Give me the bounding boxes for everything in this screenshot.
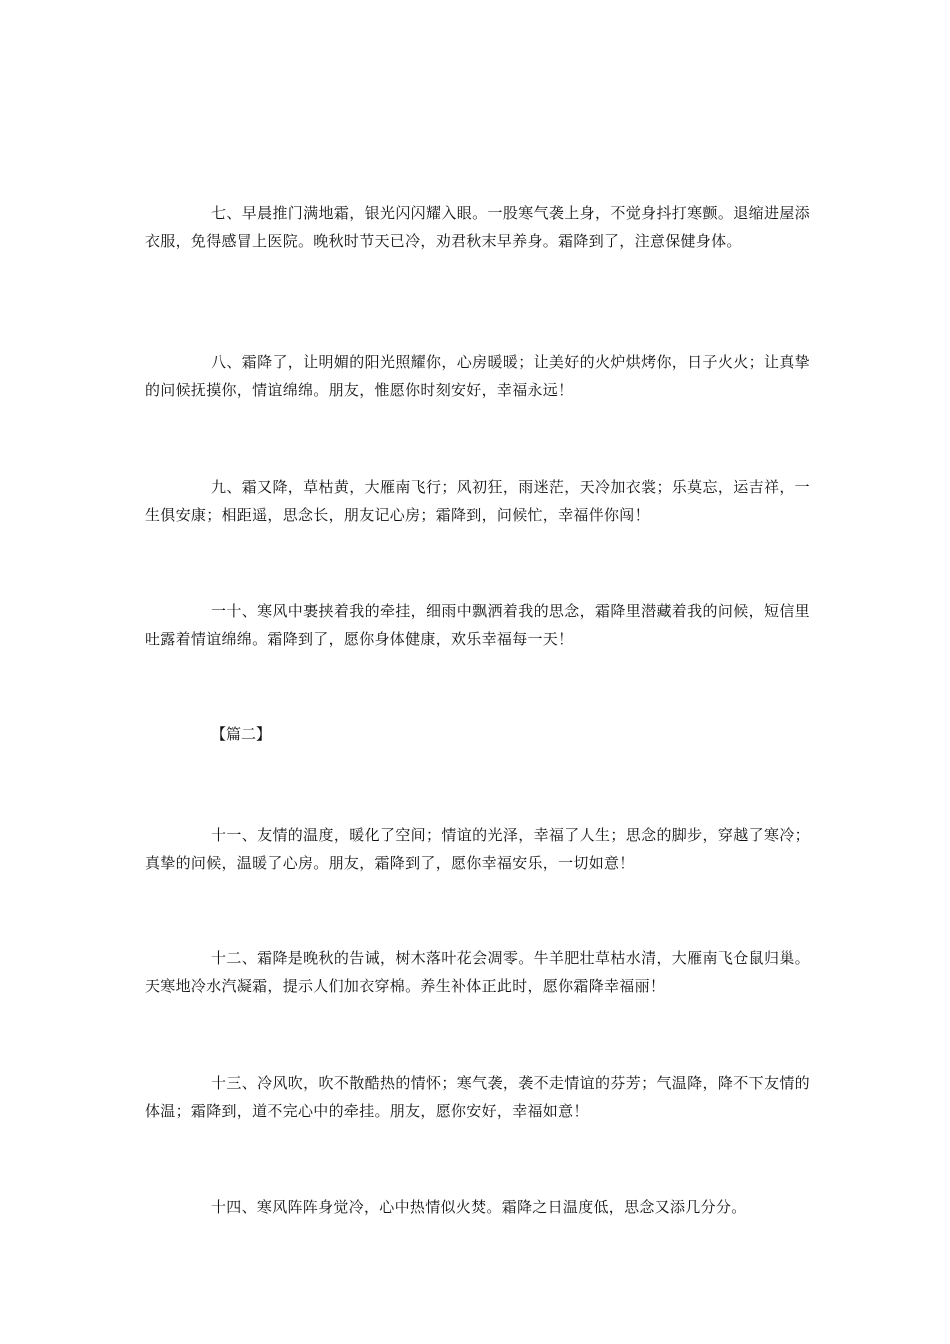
section-heading: 【篇二】	[211, 725, 272, 743]
paragraph-14: 十四、寒风阵阵身觉冷，心中热情似火焚。霜降之日温度低，思念又添几分分。	[211, 1198, 747, 1216]
paragraph-11: 十一、友情的温度，暖化了空间；情谊的光泽，幸福了人生；思念的脚步，穿越了寒冷；真挚的问候，温暖了心房。朋友，霜降到了，愿你幸福安乐，一切如意！	[145, 826, 810, 872]
paragraph-8: 八、霜降了，让明媚的阳光照耀你，心房暖暖；让美好的火炉烘烤你，日子火火；让真挚的问候抚摸你，情谊绵绵。朋友，惟愿你时刻安好，幸福永远！	[145, 353, 810, 399]
paragraph-12: 十二、霜降是晚秋的告诫，树木落叶花会凋零。牛羊肥壮草枯水清，大雁南飞仓鼠归巢。天寒地冷水汽凝霜，提示人们加衣穿棉。养生补体正此时，愿你霜降幸福丽！	[145, 949, 810, 995]
paragraph-9: 九、霜又降，草枯黄，大雁南飞行；风初狂，雨迷茫，天冷加衣裳；乐莫忘，运吉祥，一生俱安康；相距遥，思念长，朋友记心房；霜降到，问候忙，幸福伴你闯！	[145, 478, 810, 524]
paragraph-13: 十三、冷风吹，吹不散酷热的情怀；寒气袭，袭不走情谊的芬芳；气温降，降不下友情的体温；霜降到，道不完心中的牵挂。朋友，愿你安好，幸福如意！	[145, 1074, 810, 1120]
paragraph-7: 七、早晨推门满地霜，银光闪闪耀入眼。一股寒气袭上身，不觉身抖打寒颤。退缩进屋添衣服，免得感冒上医院。晚秋时节天已冷，劝君秋末早养身。霜降到了，注意保健身体。	[145, 204, 810, 250]
paragraph-10: 一十、寒风中裹挟着我的牵挂，细雨中飘洒着我的思念，霜降里潜藏着我的问候，短信里吐露着情谊绵绵。霜降到了，愿你身体健康，欢乐幸福每一天！	[145, 602, 810, 648]
